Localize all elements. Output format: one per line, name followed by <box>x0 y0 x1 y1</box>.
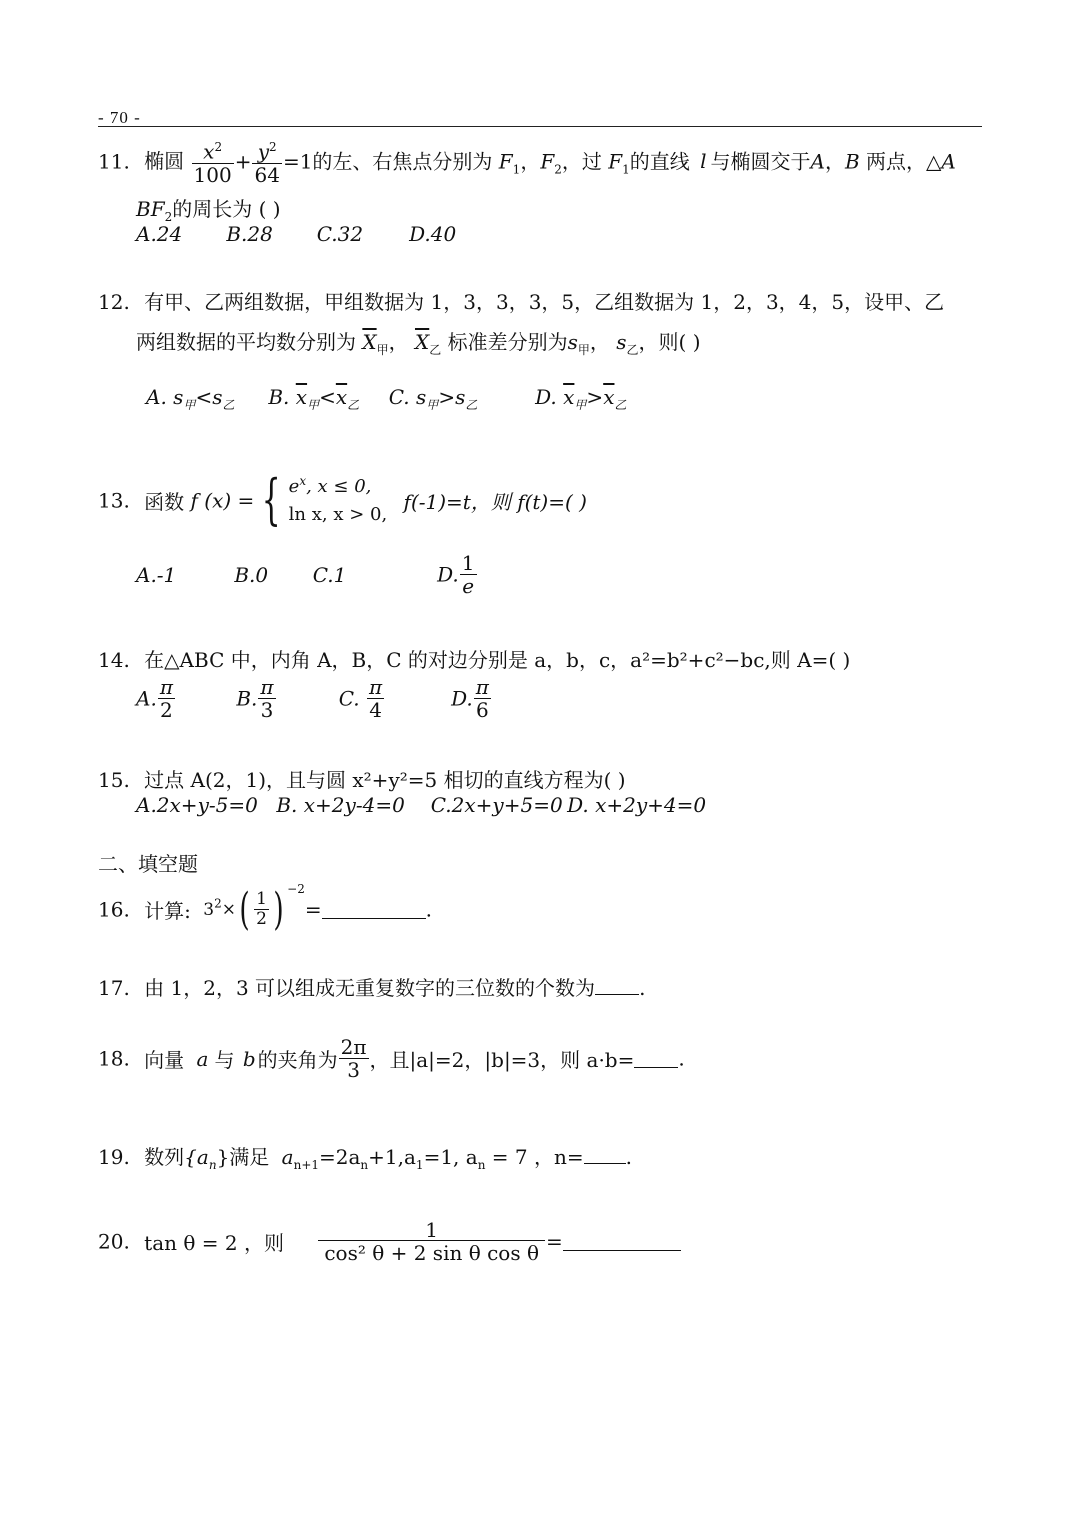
lt: < <box>195 385 213 409</box>
sub: 甲 <box>577 343 590 357</box>
question-number: 13. <box>98 488 130 513</box>
q11-text: 的直线 <box>629 149 690 174</box>
numerator: π <box>475 675 489 699</box>
gt: > <box>438 385 456 409</box>
denominator: 64 <box>254 162 280 187</box>
sub: 2 <box>164 210 173 224</box>
q17-text: 由 1，2，3 可以组成无重复数字的三位数的个数为 <box>144 976 596 1000</box>
q11-text: 的左、右焦点分别为 <box>312 149 493 174</box>
q14-text: 在△ABC 中，内角 A，B，C 的对边分别是 a，b，c，a²=b²+c²−bc,则 A=( ) <box>144 648 851 672</box>
var: a <box>281 1145 294 1169</box>
option-label: A. <box>136 686 157 711</box>
numerator: 1 <box>256 889 267 909</box>
question-13 <box>98 468 587 532</box>
q11-text: 两点，△ <box>866 149 942 174</box>
question-number: 12. <box>98 290 130 314</box>
sub: n <box>208 1158 217 1172</box>
recurrence: = 7 ，n= <box>485 1145 584 1169</box>
var: B <box>844 149 860 174</box>
question-number: 15. <box>98 768 130 792</box>
answer-blank[interactable] <box>634 1049 678 1068</box>
denominator: 2 <box>160 698 173 722</box>
option-a[interactable] <box>146 385 262 413</box>
option-d[interactable] <box>437 552 477 597</box>
q12-text: 两组数据的平均数分别为 <box>136 330 356 354</box>
q13-text: 函数 <box>144 489 185 514</box>
answer-blank[interactable] <box>322 900 426 919</box>
recurrence: =1, a <box>423 1145 478 1169</box>
case: ln x, x > 0, <box>288 503 388 525</box>
var: s <box>416 385 427 409</box>
case: , x ≤ 0, <box>306 476 372 497</box>
sub: 1 <box>512 162 521 177</box>
fraction <box>339 1036 369 1081</box>
question-number: 17. <box>98 976 130 1000</box>
question-11: 11. 椭圆 $\frac{x^2}{100}$ + $\frac{y^2}{64}$ =1的左、右焦点分别为 $F_1$，$F_2$，过 $F_1$的直线 l 与椭圆交于A，B 两点，△A <box>98 139 956 187</box>
fraction <box>474 676 491 721</box>
var: F <box>540 149 555 174</box>
numerator: 1 <box>461 551 475 575</box>
option-d[interactable]: D. x+2y+4=0 <box>567 793 707 817</box>
question-18 <box>98 1036 685 1081</box>
sup: x <box>299 474 307 488</box>
var: l <box>700 149 707 174</box>
recurrence: =2a <box>319 1145 361 1169</box>
q13-text: f(-1)=t，则 f(t)=( ) <box>403 489 587 514</box>
denominator: 2 <box>256 909 267 929</box>
paren: ( <box>239 883 250 935</box>
denominator: 3 <box>260 698 274 722</box>
var: $\overline{x}$ <box>563 385 575 409</box>
sup: −2 <box>287 882 305 896</box>
sub: 1 <box>415 1158 424 1172</box>
var: $\overline{x}$ <box>603 385 615 409</box>
q11-text: 椭圆 <box>144 149 185 174</box>
question-14-options <box>136 676 492 721</box>
answer-blank[interactable] <box>563 1232 681 1251</box>
fraction: $\frac{y^2}{64}$ <box>254 139 280 187</box>
question-number: 14. <box>98 648 130 672</box>
mean-x: $\overline{X}$ <box>362 330 377 354</box>
sub: 乙 <box>465 398 478 412</box>
page-number: - 70 - <box>98 108 141 127</box>
denominator: 100 <box>193 162 232 187</box>
sub: 甲 <box>426 398 439 412</box>
sub: 乙 <box>429 343 442 357</box>
option-b[interactable] <box>236 676 332 721</box>
q20-text: tan θ = 2 ，则 <box>144 1231 284 1255</box>
question-number: 11. <box>98 149 130 174</box>
period: . <box>425 897 432 922</box>
gt: > <box>586 385 604 409</box>
question-16 <box>98 882 432 935</box>
question-number: 19. <box>98 1145 130 1169</box>
equals: = <box>304 897 322 922</box>
denominator: 3 <box>347 1058 360 1082</box>
period: . <box>625 1145 632 1169</box>
sub: 乙 <box>222 398 235 412</box>
period: . <box>678 1046 685 1071</box>
option-b[interactable]: B.28 <box>226 222 273 246</box>
option-a[interactable]: A.24 <box>136 222 183 246</box>
option-d[interactable] <box>535 385 626 413</box>
sub: 甲 <box>307 398 320 412</box>
question-number: 20. <box>98 1229 130 1254</box>
sub: 甲 <box>376 343 389 357</box>
sub: 甲 <box>183 398 196 412</box>
sub: 1 <box>622 162 630 177</box>
option-label: D. <box>535 385 557 409</box>
question-15 <box>98 764 626 793</box>
var: F <box>608 149 623 174</box>
q19-text: 满足 <box>229 1145 270 1169</box>
option-label: B. <box>268 385 290 409</box>
header-rule <box>98 126 982 127</box>
option-label: B. <box>236 686 258 711</box>
numerator: π <box>260 675 274 699</box>
var: A <box>941 149 956 174</box>
recurrence: +1,a <box>368 1145 416 1169</box>
var: b <box>242 1046 256 1071</box>
numerator: π <box>159 675 173 699</box>
var: A <box>810 149 825 174</box>
q11-text: 与椭圆交于 <box>710 149 811 174</box>
times: × <box>221 899 236 920</box>
fraction <box>258 676 275 721</box>
var: $\overline{x}$ <box>295 385 308 409</box>
option-a[interactable]: A.2x+y-5=0 <box>136 793 258 817</box>
q16-text: 计算: <box>144 899 191 923</box>
sequence-brace: } <box>216 1145 230 1169</box>
var: BF <box>136 197 165 221</box>
sub: 2 <box>554 162 562 177</box>
fraction <box>158 676 175 721</box>
var: s <box>616 330 627 354</box>
fraction <box>367 676 384 721</box>
option-c[interactable]: C.2x+y+5=0 <box>430 793 563 817</box>
var: s <box>567 330 578 354</box>
question-15-options <box>136 793 706 817</box>
option-c[interactable] <box>339 676 445 721</box>
sub: n+1 <box>293 1158 320 1172</box>
option-d[interactable] <box>451 676 492 721</box>
sup: 2 <box>214 896 222 911</box>
mean-x: $\overline{X}$ <box>414 330 430 354</box>
numerator: 2π <box>340 1035 367 1059</box>
question-11-options <box>136 222 456 246</box>
function: f (x) = <box>190 488 255 513</box>
brace: { <box>262 468 281 532</box>
var: $\overline{x}$ <box>335 385 348 409</box>
var: s <box>173 385 184 409</box>
q12-text: ，则( ) <box>638 330 701 354</box>
sub: 乙 <box>614 398 627 412</box>
answer-blank[interactable] <box>595 994 639 995</box>
sub: 乙 <box>626 343 639 357</box>
paren: ) <box>273 883 284 935</box>
q18-text: 与 <box>214 1048 235 1072</box>
option-b[interactable]: B.0 <box>234 562 269 587</box>
sub: 甲 <box>574 398 587 412</box>
fraction <box>254 890 269 929</box>
question-19 <box>98 1141 632 1172</box>
option-label: C. <box>388 385 410 409</box>
numerator: π <box>369 675 383 699</box>
question-number: 16. <box>98 897 130 922</box>
option-c[interactable]: C.32 <box>316 222 364 246</box>
denominator: e <box>462 574 475 598</box>
option-label: C. <box>338 686 360 711</box>
q12-text: 标准差分别为 <box>447 330 568 354</box>
q11-text: 的周长为 ( ) <box>172 197 281 221</box>
answer-blank[interactable] <box>584 1163 626 1164</box>
var: e <box>288 476 300 497</box>
q19-text: 数列 <box>144 1145 185 1169</box>
period: . <box>639 976 646 1000</box>
option-a[interactable] <box>136 676 230 721</box>
q18-text: 向量 <box>144 1048 185 1072</box>
base: 3 <box>203 899 215 920</box>
q18-text: 的夹角为 <box>257 1048 338 1072</box>
denominator: 6 <box>475 698 489 722</box>
option-a[interactable]: A.-1 <box>136 562 177 587</box>
question-12-options <box>146 385 626 413</box>
fraction: $\frac{x^2}{100}$ <box>193 139 232 187</box>
question-12-cont: 两组数据的平均数分别为 $\overline{X}_甲$， $\overline{X}_乙$ 标准差分别为$s_甲$， $s_乙$，则( ) <box>136 330 701 357</box>
question-12 <box>98 286 944 315</box>
sub: 乙 <box>347 398 360 412</box>
option-c[interactable] <box>389 385 529 413</box>
var: s <box>455 385 466 409</box>
option-label: D. <box>451 686 473 711</box>
var: x <box>203 139 215 164</box>
q12-text: 有甲、乙两组数据，甲组数据为 1，3，3，3，5，乙组数据为 1，2，3，4，5，设甲、乙 <box>144 290 945 314</box>
denominator: 4 <box>369 698 382 722</box>
denominator: cos² θ + 2 sin θ cos θ <box>324 1241 540 1265</box>
option-d[interactable]: D.40 <box>409 222 457 246</box>
question-11-cont <box>136 193 281 224</box>
numerator: 1 <box>318 1220 545 1241</box>
option-c[interactable]: C.1 <box>312 562 347 587</box>
sep: ， <box>520 149 541 174</box>
fraction <box>460 552 477 597</box>
option-b[interactable]: B. x+2y-4=0 <box>276 793 405 817</box>
plus: + <box>234 149 252 174</box>
option-b[interactable] <box>268 385 382 413</box>
var: a <box>196 1046 209 1071</box>
piecewise-cases <box>289 472 388 529</box>
option-label: A. <box>146 385 167 409</box>
question-14 <box>98 644 850 673</box>
lt: < <box>319 385 336 409</box>
var: F <box>498 149 513 174</box>
question-13-options <box>136 552 478 597</box>
q18-text: ，且|a|=2，|b|=3，则 a·b= <box>369 1048 635 1072</box>
var: y <box>257 139 270 164</box>
q15-text: 过点 A(2，1)，且与圆 x²+y²=5 相切的直线方程为( ) <box>144 768 626 792</box>
fraction <box>318 1220 545 1263</box>
question-number: 18. <box>98 1046 130 1071</box>
sub: n <box>477 1158 486 1172</box>
sub: n <box>360 1158 369 1172</box>
section-title: 二、填空题 <box>98 852 198 876</box>
var: s <box>212 385 223 409</box>
option-label: D. <box>437 562 459 587</box>
equals: = <box>546 1229 563 1254</box>
q11-text: ，过 <box>561 149 602 174</box>
question-17 <box>98 972 645 1001</box>
question-20 <box>98 1220 681 1263</box>
sequence: {a <box>184 1145 209 1169</box>
equals: =1 <box>282 149 313 174</box>
